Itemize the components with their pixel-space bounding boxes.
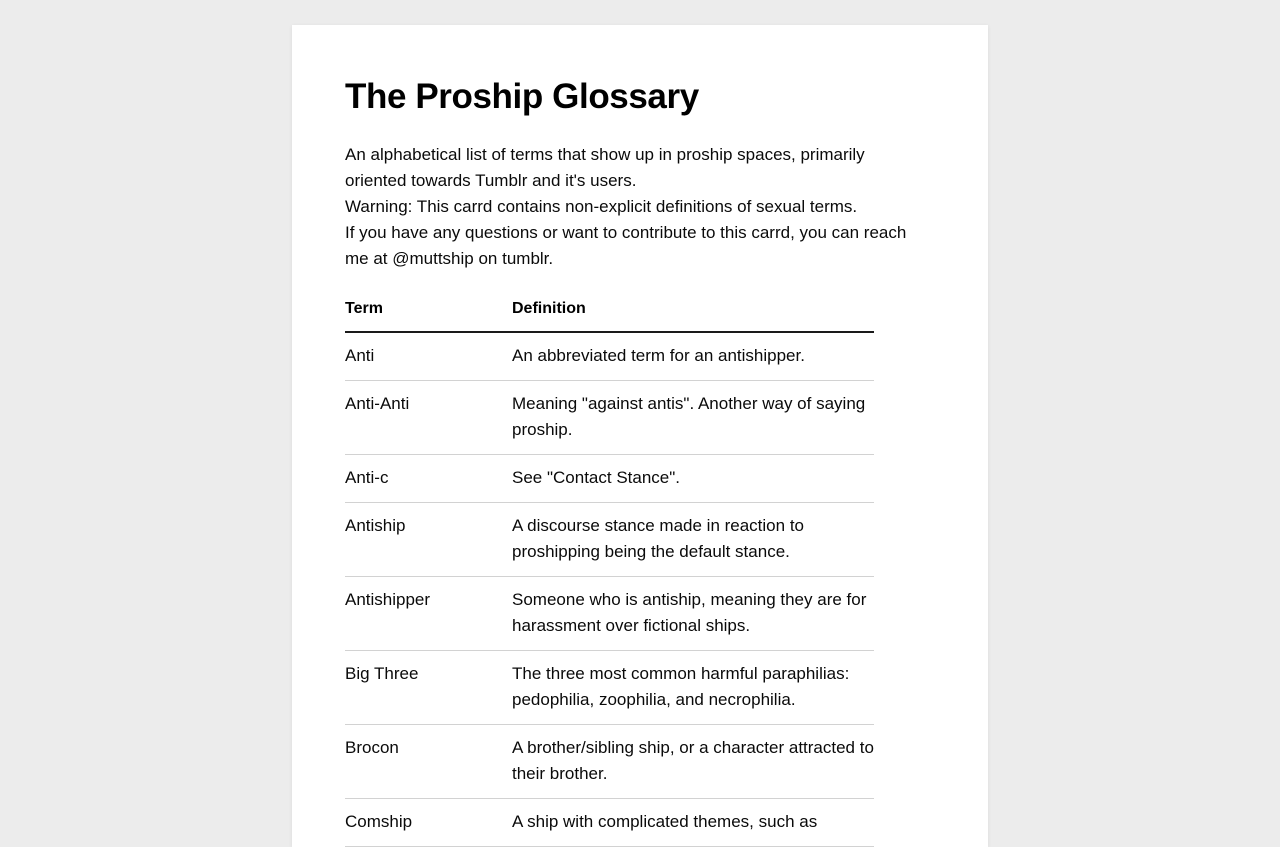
table-body (345, 332, 874, 847)
intro-line-1: An alphabetical list of terms that show up in proship spaces, primarily oriented towards Tumblr and it's users. (345, 145, 865, 191)
intro-line-3: If you have any questions or want to contribute to this carrd, you can reach me at @muttship on tumblr. (345, 223, 907, 269)
intro-line-2: Warning: This carrd contains non-explicit definitions of sexual terms. (345, 197, 858, 217)
card-inner (292, 25, 988, 847)
cell-term: Anti (345, 332, 512, 381)
cell-definition: A brother/sibling ship, or a character attracted to their brother. (512, 725, 874, 799)
table-row (345, 332, 874, 381)
table-header-row (345, 300, 874, 332)
table-header (345, 300, 874, 332)
cell-definition: Someone who is antiship, meaning they are for harassment over fictional ships. (512, 577, 874, 651)
cell-term: Anti-c (345, 455, 512, 503)
cell-definition: An abbreviated term for an antishipper. (512, 332, 874, 381)
intro-paragraph (345, 142, 921, 272)
cell-definition: Meaning "against antis". Another way of saying proship. (512, 381, 874, 455)
table-row (345, 455, 874, 503)
content-card (292, 25, 988, 847)
cell-term: Antiship (345, 503, 512, 577)
cell-definition: See "Contact Stance". (512, 455, 874, 503)
column-header-definition: Definition (512, 300, 874, 332)
cell-definition: The three most common harmful paraphilias: pedophilia, zoophilia, and necrophilia. (512, 651, 874, 725)
cell-term: Comship (345, 799, 512, 847)
page-title: The Proship Glossary (345, 77, 699, 116)
cell-term: Antishipper (345, 577, 512, 651)
table-row (345, 651, 874, 725)
table-row (345, 725, 874, 799)
table-row (345, 503, 874, 577)
cell-definition: A discourse stance made in reaction to proshipping being the default stance. (512, 503, 874, 577)
cell-definition: A ship with complicated themes, such as (512, 799, 874, 847)
cell-term: Anti-Anti (345, 381, 512, 455)
glossary-table (345, 300, 874, 847)
table-row (345, 381, 874, 455)
table-row (345, 799, 874, 847)
column-header-term: Term (345, 300, 512, 332)
cell-term: Brocon (345, 725, 512, 799)
table-row (345, 577, 874, 651)
cell-term: Big Three (345, 651, 512, 725)
